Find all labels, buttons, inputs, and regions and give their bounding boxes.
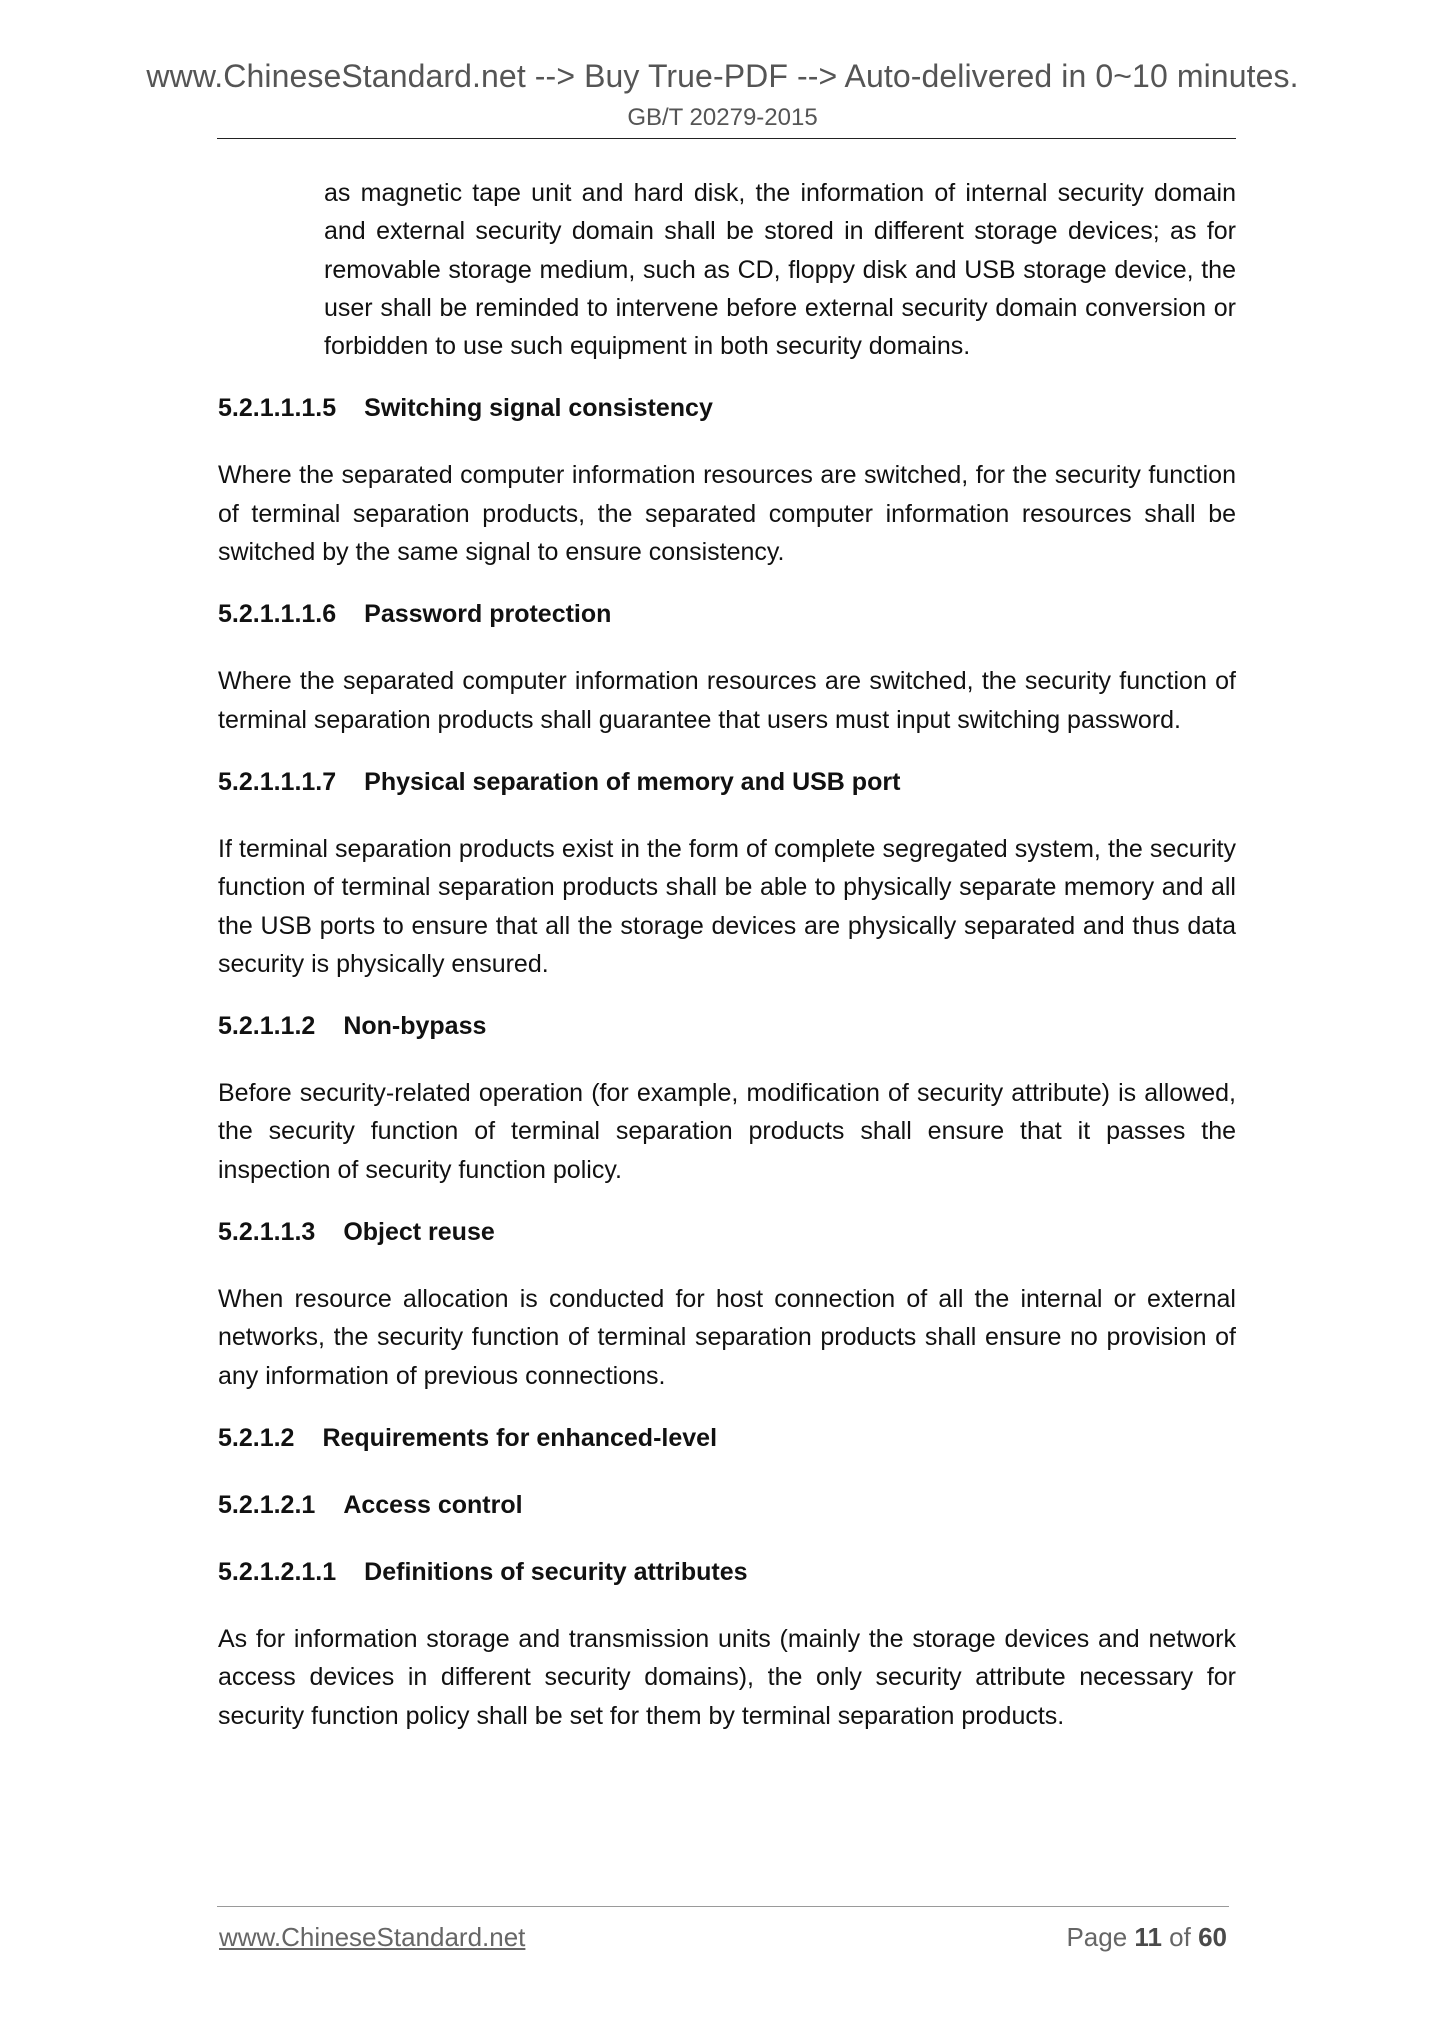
page-indicator [1066, 1922, 1227, 1953]
section-title: Definitions of security attributes [364, 1557, 748, 1586]
footer-divider [217, 1906, 1229, 1907]
section-title: Switching signal consistency [364, 394, 713, 423]
standard-number: GB/T 20279-2015 [627, 104, 818, 131]
section-paragraph: As for information storage and transmission units (mainly the storage devices and network access devices in different security domains), the only security attribute necessary for security function policy shall be set for them by terminal separation products. [218, 1624, 1236, 1730]
section-title: Access control [343, 1490, 523, 1519]
section-heading-5-2-1-2-1 [218, 1486, 1236, 1524]
section-number: 5.2.1.2.1.1 [218, 1557, 337, 1586]
section-number: 5.2.1.1.1.6 [218, 600, 337, 629]
section-paragraph: Before security-related operation (for example, modification of security attribute) is allowed, the security function of terminal separation products shall ensure that it passes the inspection of security function policy. [218, 1079, 1236, 1184]
continued-paragraph: as magnetic tape unit and hard disk, the information of internal security domain and external security domain shall be stored in different storage devices; as for removable storage medium, such as CD, floppy disk and USB storage device, the user shall be reminded to intervene before external security domain conversion or forbidden to use such equipment in both security domains. [324, 179, 1236, 361]
document-body [218, 174, 1236, 1735]
section-heading-5-2-1-1-2 [218, 1007, 1236, 1045]
section-paragraph: When resource allocation is conducted for host connection of all the internal or external networks, the security function of terminal separation products shall ensure no provision of any information of previous connections. [218, 1285, 1236, 1390]
section-heading-5-2-1-1-3 [218, 1213, 1236, 1251]
total-page-count: 60 [1198, 1922, 1227, 1952]
page-of-label: of [1169, 1922, 1191, 1952]
section-paragraph: Where the separated computer information resources are switched, the security function of terminal separation products shall guarantee that users must input switching password. [218, 667, 1236, 734]
header-divider [217, 138, 1236, 139]
section-heading-5-2-1-1-1-6 [218, 595, 1236, 633]
section-title: Object reuse [343, 1218, 495, 1247]
section-paragraph: If terminal separation products exist in the form of complete segregated system, the security function of terminal separation products shall be able to physically separate memory and all the USB ports to ensure that all the storage devices are physically separated and thus data security is physically ensured. [218, 834, 1236, 978]
section-number: 5.2.1.1.3 [218, 1218, 316, 1247]
section-number: 5.2.1.2.1 [218, 1490, 316, 1519]
section-number: 5.2.1.1.2 [218, 1012, 316, 1041]
section-title: Password protection [364, 600, 612, 629]
section-number: 5.2.1.1.1.7 [218, 767, 337, 796]
section-heading-5-2-1-1-1-7 [218, 763, 1236, 801]
current-page-number: 11 [1134, 1922, 1162, 1952]
section-title: Non-bypass [343, 1012, 487, 1041]
section-heading-5-2-1-2 [218, 1419, 1236, 1457]
section-title: Requirements for enhanced-level [322, 1423, 718, 1452]
section-heading-5-2-1-2-1-1 [218, 1553, 1236, 1591]
section-title: Physical separation of memory and USB port [364, 767, 901, 796]
site-banner: www.ChineseStandard.net --> Buy True-PDF --> Auto-delivered in 0~10 minutes. [146, 58, 1299, 94]
section-number: 5.2.1.2 [218, 1423, 295, 1452]
footer-site-link[interactable]: www.ChineseStandard.net [219, 1922, 526, 1952]
section-paragraph: Where the separated computer information resources are switched, for the security function of terminal separation products, the separated computer information resources shall be switched by the same signal to ensure consistency. [218, 461, 1236, 567]
page-label: Page [1066, 1922, 1128, 1952]
section-heading-5-2-1-1-1-5 [218, 389, 1236, 427]
section-number: 5.2.1.1.1.5 [218, 394, 337, 423]
